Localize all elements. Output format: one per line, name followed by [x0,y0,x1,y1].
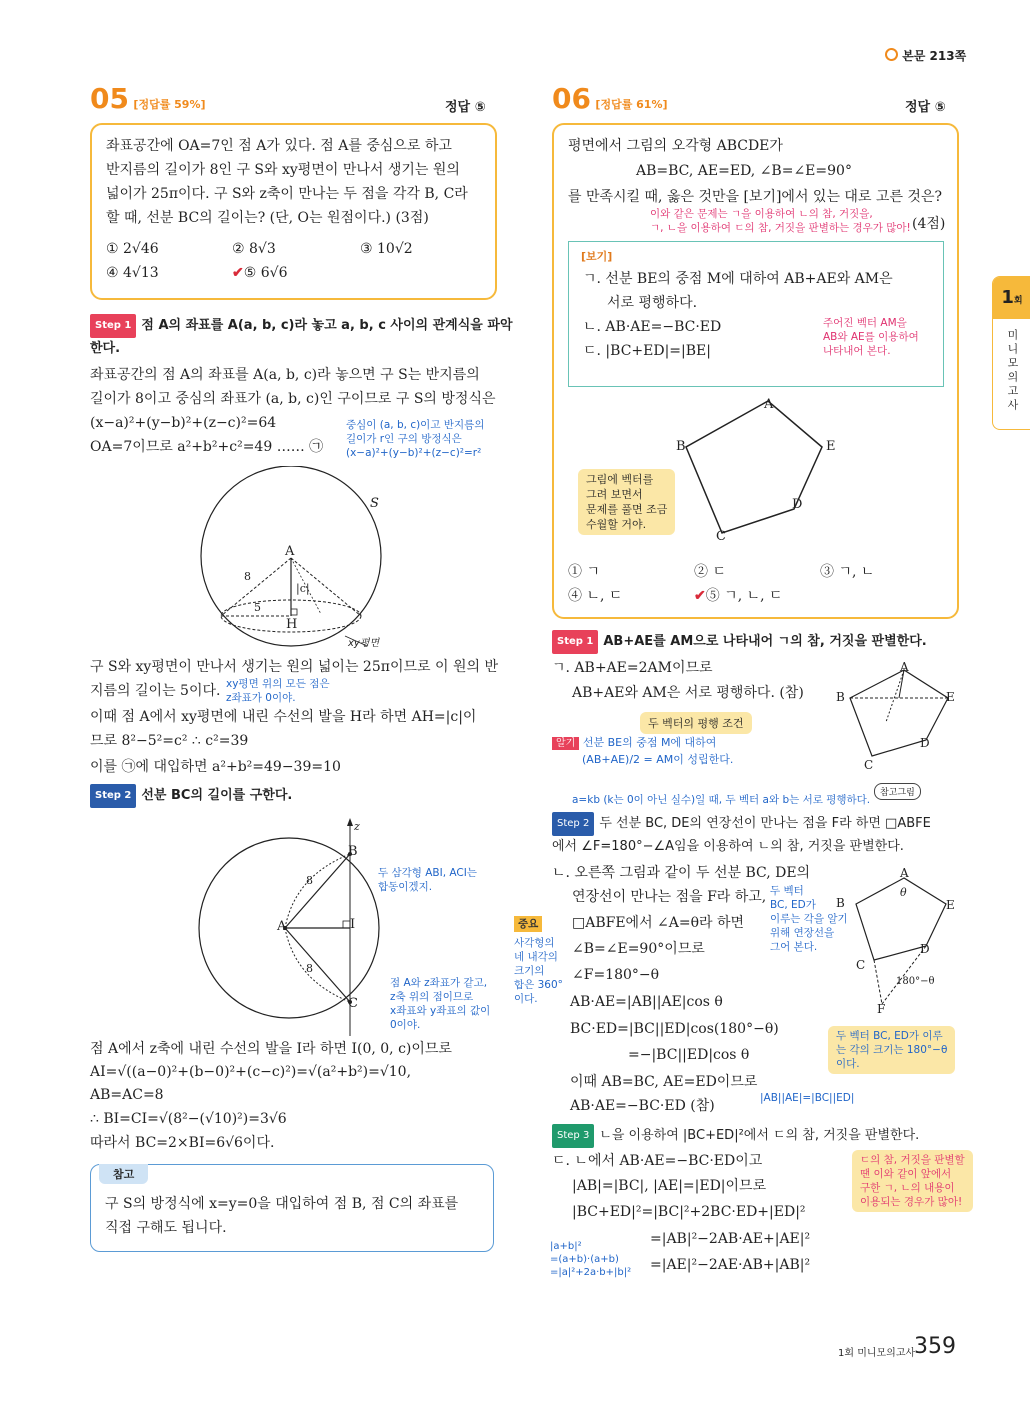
q05-fig2-label-8b: 8 [306,962,313,975]
pent-label-B: B [676,439,686,454]
bogi-note: 주어진 벡터 AM을 AB와 AE를 이용하여 나타내어 본다. [823,317,919,357]
q06-tip-bubble: 그림에 벡터를 그려 보면서 문제를 풀면 조금 수월할 거야. [578,469,675,535]
q05-choice-3: ③ 10√2 [360,241,413,257]
q05-fig2-label-I: I [350,917,356,932]
q06-angle-note: 두 벡터 BC, ED가 이루 는 각의 크기는 180°−θ 이다. [828,1026,955,1074]
q05-choice-5: ✔⑤ 6√6 [232,265,288,281]
fig3-label-A: A [900,660,909,674]
pent-label-C: C [716,529,726,544]
q05-note-plane: xy평면 위의 모든 점은 z좌표가 0이야. [226,678,330,704]
side-tab: 1회 미니모의고사 [992,276,1030,430]
q06-parallel-note: a=kb (k는 0이 아닌 실수)일 때, 두 벡터 a와 b는 서로 평행하다. [572,794,871,806]
q06-note-strategy: 이와 같은 문제는 ㄱ을 이용하여 ㄴ의 참, 거짓을, ㄱ, ㄴ을 이용하여 ㄷ의 참, 거짓을 판별하는 경우가 많아! [650,208,911,234]
ref-label: 참고 [99,1164,148,1184]
fig4-label-D: D [920,942,930,956]
q06-choice-4: ④ ㄴ, ㄷ [568,588,623,604]
q05-ref-box [90,1164,494,1252]
circle-icon [885,48,898,61]
q06-problem-line: AB=BC, AE=ED, ∠B=∠E=90° [636,163,852,179]
q06-step3-line: =|AE|²−2AE·AB+|AB|² [650,1257,811,1273]
q06-step1-line: ㄱ. AB+AE=2AM이므로 [552,660,713,676]
bogi-item: ㄴ. AB·AE=−BC·ED [583,319,722,335]
pent-label-E: E [826,439,836,454]
q06-answer: 정답 ⑤ [905,100,946,115]
q05-step1-line: OA=7이므로 a²+b²+c²=49 …… ㉠ [90,439,324,455]
check-icon: ✔ [694,588,706,604]
fig4-label-F: F [877,1002,886,1016]
q05-note-sphere: 중심이 (a, b, c)이고 반지름의 길이가 r인 구의 방정식은 (x−a)²+(y−b)²+(z−c)²=r² [346,419,485,459]
q05-fig1-label-plane: xy평면 [348,638,380,649]
q06-vec-note: 두 벡터 BC, ED가 이루는 각을 알기 위해 연장선을 그어 본다. [770,885,848,953]
q05-step1-line: 길이가 8이고 중심의 좌표가 (a, b, c)인 구이므로 구 S의 방정식은 [90,391,496,407]
q05-step1-line: (x−a)²+(y−b)²+(z−c)²=64 [90,415,277,431]
q05-step1-line: 좌표공간의 점 A의 좌표를 A(a, b, c)라 놓으면 구 S는 반지름의 [90,367,480,383]
q06-step2-title: Step 2 두 선분 BC, DE의 연장선이 만나는 점을 F라 하면 □ABFE [552,812,931,836]
fig4-label-C: C [856,958,866,972]
fig4-label-B: B [836,896,845,910]
fig4-label-A: A [900,866,909,880]
q05-fig1-label-c: |c| [296,582,310,595]
q06-imp-block: 중요 사각형의 네 내각의 크기의 합은 360° 이다. [514,918,563,1005]
page-ref: 본문 213쪽 [885,47,966,64]
pent-label-A: A [764,397,774,412]
q05-fig1-label-A: A [285,544,295,559]
q06-choice-3: ③ ㄱ, ㄴ [820,564,875,580]
q06-choice-2: ② ㄷ [694,564,726,580]
q06-expand-note: |a+b|² =(a+b)·(a+b) =|a|²+2a·b+|b|² [550,1241,632,1278]
q05-mid-line: 므로 8²−5²=c² ∴ c²=39 [90,733,249,749]
q06-step2-title2: 에서 ∠F=180°−∠A임을 이용하여 ㄴ의 참, 거짓을 판별한다. [552,839,904,854]
q06-step2-line: 이때 AB=BC, AE=ED이므로 [570,1074,758,1090]
q06-choice-5: ✔⑤ ㄱ, ㄴ, ㄷ [694,588,783,604]
q05-fig1-label-S: S [370,496,379,511]
q05-fig2-label-z: z [354,820,360,833]
q05-mid-line: 지름의 길이는 5이다. [90,683,221,699]
q06-cond-badge: 두 벡터의 평행 조건 [640,712,752,734]
q05-number: 05 [정답률 59%] [90,82,206,115]
ref-line: 직접 구해도 됩니다. [105,1220,227,1236]
q05-fig1-label-H: H [286,617,298,632]
q06-ref-fig-label: 참고그림 [874,783,921,800]
fig4-label-E: E [946,898,955,912]
q05-fig2-label-8a: 8 [306,874,313,887]
q05-answer: 정답 ⑤ [445,100,486,115]
q05-step1-title: Step 1 점 A의 좌표를 A(a, b, c)라 놓고 a, b, c 사이의 관계식을 파악 [90,314,513,338]
q05-step2-line: 점 A에서 z축에 내린 수선의 발을 I라 하면 I(0, 0, c)이므로 [90,1041,452,1057]
q06-step3-line: |BC+ED|²=|BC|²+2BC·ED+|ED|² [572,1204,806,1220]
bogi-item: ㄱ. 선분 BE의 중점 M에 대하여 AB+AE와 AM은 [583,271,893,287]
q05-fig2-label-A: A [277,919,287,934]
q05-choice-4: ④ 4√13 [106,265,159,281]
bogi-label: [보기] [581,250,613,263]
q06-bogi-box [568,241,944,387]
q06-problem-line: 를 만족시킬 때, 옳은 것만을 [보기]에서 있는 대로 고른 것은? [568,189,942,205]
q05-problem-line: 반지름의 길이가 8인 구 S와 xy평면이 만나서 생기는 원의 [106,162,460,178]
pent-label-D: D [792,497,803,512]
q05-mid-line: 이를 ㉠에 대입하면 a²+b²=49−39=10 [90,759,341,775]
q05-step2-line: AI=√((a−0)²+(b−0)²+(c−c)²)=√(a²+b²)=√10, [90,1064,412,1080]
fig3-label-C: C [864,758,874,772]
q06-step3-line: =|AB|²−2AB·AE+|AE|² [650,1231,811,1247]
q05-note-point: 점 A와 z좌표가 같고, z축 위의 점이므로 x좌표와 y좌표의 값이 0이야. [390,977,491,1031]
q06-step2-line: □ABFE에서 ∠A=θ라 하면 [572,915,745,931]
q06-step2-line: =−|BC||ED|cos θ [628,1047,750,1063]
q05-fig2-label-B: B [348,844,358,859]
q06-step3-line: |AB|=|BC|, |AE|=|ED|이므로 [572,1178,767,1194]
q06-step2-line: BC·ED=|BC||ED|cos(180°−θ) [570,1021,779,1037]
q05-step2-line: 따라서 BC=2×BI=6√6이다. [90,1135,275,1151]
q06-step3-note: ㄷ의 참, 거짓을 판별할 땐 이와 같이 앞에서 구한 ㄱ, ㄴ의 내용이 이용되는 경우가 많아! [852,1150,973,1212]
fig3-label-B: B [836,690,845,704]
q06-score: (4점) [912,216,946,232]
q05-fig1-label-5: 5 [254,601,261,614]
q05-problem-line: 좌표공간에 OA=7인 점 A가 있다. 점 A를 중심으로 하고 [106,138,452,154]
footer-label: 1회 미니모의고사 [838,1348,916,1359]
q06-step2-line: AB·AE=|AB||AE|cos θ [570,994,723,1010]
fig3-label-D: D [920,736,930,750]
q06-pentagon-figure [674,393,854,543]
page-number: 359 [914,1334,956,1359]
q05-problem-line: 할 때, 선분 BC의 길이는? (단, O는 원점이다.) (3점) [106,210,429,226]
q06-number: 06 [정답률 61%] [552,82,668,115]
q06-step1-line: AB+AE와 AM은 서로 평행하다. (참) [572,685,804,701]
q06-step2-line: AB·AE=−BC·ED (참) [570,1098,715,1114]
q05-problem-line: 넓이가 25π이다. 구 S와 z축이 만나는 두 점을 각각 B, C라 [106,186,468,202]
q05-fig1-label-8: 8 [244,570,251,583]
q06-know-block: 알기 선분 BE의 중점 M에 대하여 (AB+AE)/2 = AM이 성립한다. [552,735,733,768]
q06-step2-line: 연장선이 만나는 점을 F라 하고, [572,889,767,905]
q06-step3-line: ㄷ. ㄴ에서 AB·AE=−BC·ED이고 [552,1153,763,1169]
ref-line: 구 S의 방정식에 x=y=0을 대입하여 점 B, 점 C의 좌표를 [105,1196,459,1212]
q05-step2-line: ∴ BI=CI=√(8²−(√10)²)=3√6 [90,1111,287,1127]
q06-step2-line: ㄴ. 오른쪽 그림과 같이 두 선분 BC, DE의 [552,865,811,881]
q06-choice-1: ① ㄱ [568,564,600,580]
bogi-item: 서로 평행하다. [607,295,698,311]
q05-choice-1: ① 2√46 [106,241,159,257]
fig3-label-E: E [946,690,955,704]
q05-step1-title2: 한다. [90,341,121,356]
q06-problem-line: 평면에서 그림의 오각형 ABCDE가 [568,138,783,154]
q06-problem-box [552,123,959,619]
q05-fig2-label-C: C [348,996,358,1011]
side-tab-label: 미니모의고사 [1006,329,1019,413]
q05-step2-line: AB=AC=8 [90,1087,164,1103]
q06-step2-line: ∠F=180°−θ [572,967,660,983]
q06-figure-midpoint [838,660,968,770]
check-icon: ✔ [232,265,244,281]
q05-mid-line: 구 S와 xy평면이 만나서 생기는 원의 넓이는 25π이므로 이 원의 반 [90,659,498,675]
bogi-item: ㄷ. |BC+ED|=|BE| [583,343,711,359]
q05-mid-line: 이때 점 A에서 xy평면에 내린 수선의 발을 H라 하면 AH=|c|이 [90,709,477,725]
q06-abs-note: |AB||AE|=|BC||ED| [760,1092,855,1104]
q06-step3-title: Step 3 ㄴ을 이용하여 |BC+ED|²에서 ㄷ의 참, 거짓을 판별한다. [552,1124,919,1148]
q05-problem-box [90,123,497,300]
q05-choice-2: ② 8√3 [232,241,276,257]
q05-step2-title: Step 2 선분 BC의 길이를 구한다. [90,784,292,808]
q05-note-congruent: 두 삼각형 ABI, ACI는 합동이겠지. [378,867,477,893]
q06-step2-line: ∠B=∠E=90°이므로 [572,941,705,957]
fig4-label-theta: θ [900,886,907,899]
q06-step1-title: Step 1 AB+AE를 AM으로 나타내어 ㄱ의 참, 거짓을 판별한다. [552,630,927,654]
fig4-label-angle: 180°−θ [896,976,935,987]
